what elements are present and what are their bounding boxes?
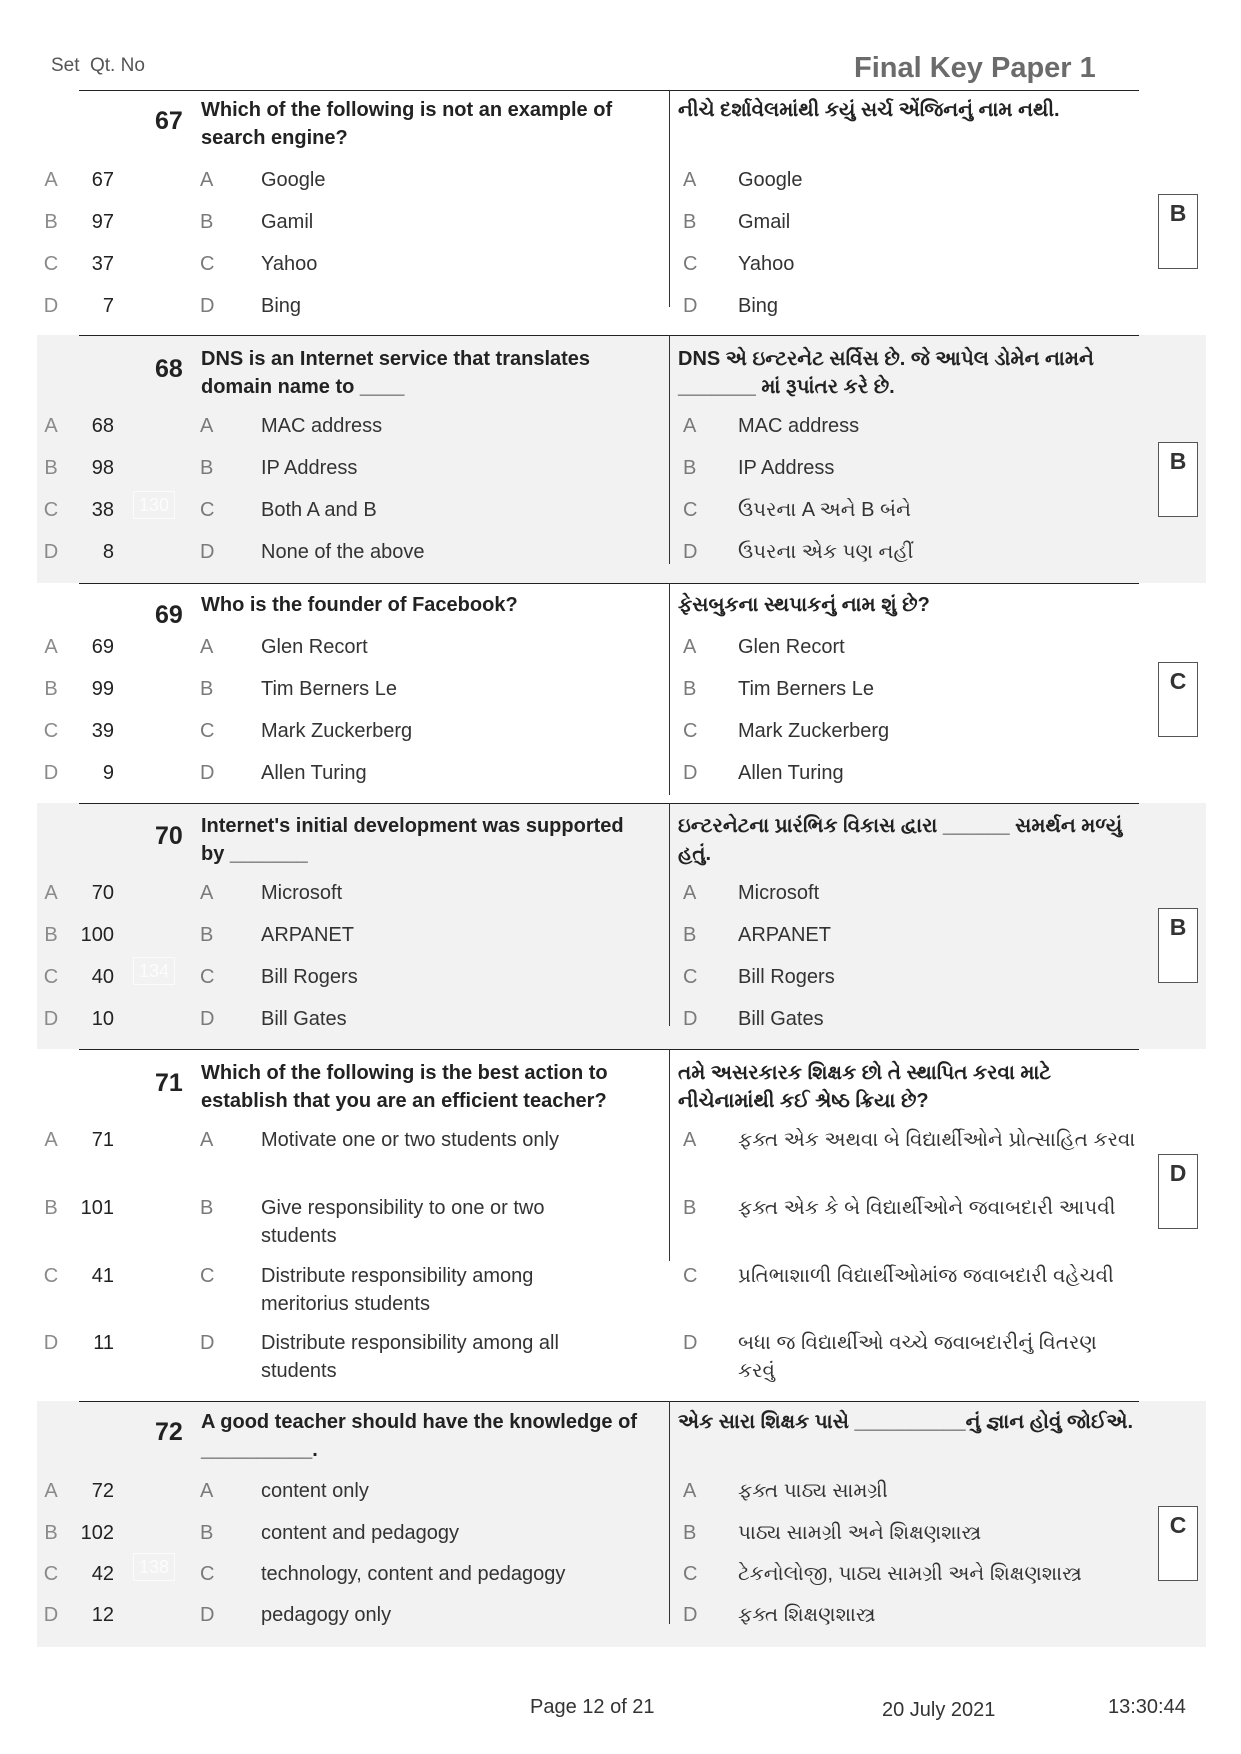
option-letter-gu: C — [683, 253, 698, 275]
set-question-number: 67 — [91, 169, 114, 191]
set-question-number: 37 — [91, 253, 114, 275]
set-question-number: 8 — [102, 541, 114, 563]
set-question-number: 72 — [91, 1480, 114, 1502]
option-letter-gu: B — [683, 457, 697, 479]
option-text-en: Yahoo — [261, 253, 318, 275]
set-letter: C — [43, 253, 59, 275]
option-text-en: Bill Rogers — [261, 966, 358, 988]
option-letter-gu: A — [683, 415, 697, 437]
column-divider — [669, 335, 670, 564]
set-letter: A — [44, 169, 58, 191]
set-letter: B — [44, 924, 58, 946]
option-row — [0, 208, 1241, 236]
option-row — [0, 538, 1241, 566]
set-question-number: 68 — [91, 415, 114, 437]
option-text-gu: ઉપરના એક પણ નહીં — [738, 541, 914, 563]
block-top-rule — [79, 803, 1139, 804]
question-text-en: Who is the founder of Facebook? — [201, 594, 518, 616]
set-question-number: 9 — [102, 762, 114, 784]
option-text-en: Bing — [261, 295, 302, 317]
option-letter-en: C — [200, 1265, 215, 1287]
option-text-en: None of the above — [261, 541, 425, 563]
option-text-gu: Yahoo — [738, 253, 795, 275]
question-block — [0, 803, 1241, 1049]
option-text-en: pedagogy only — [261, 1604, 392, 1626]
set-question-number: 39 — [91, 720, 114, 742]
column-divider — [669, 1049, 670, 1261]
question-text-gu: એક સારા શિક્ષક પાસે __________નું જ્ઞાન હોવું જોઈએ. — [678, 1411, 1134, 1433]
option-text-gu: Glen Recort — [738, 636, 845, 658]
set-question-number: 69 — [91, 636, 114, 658]
set-question-number: 42 — [91, 1563, 114, 1585]
set-letter: D — [43, 541, 59, 563]
answer-key-box: C — [1158, 662, 1198, 737]
option-row — [0, 412, 1241, 440]
set-question-number: 38 — [91, 499, 114, 521]
set-question-number: 10 — [91, 1008, 114, 1030]
option-row — [0, 496, 1241, 524]
option-letter-gu: D — [683, 295, 698, 317]
option-text-en: Distribute responsibility among all students — [261, 1332, 559, 1382]
question-block — [0, 583, 1241, 803]
set-letter: B — [44, 457, 58, 479]
answer-key-box: B — [1158, 194, 1198, 269]
set-question-number: 97 — [91, 211, 114, 233]
question-text-en: Which of the following is not an example of search engine? — [201, 99, 613, 149]
set-question-number: 102 — [80, 1522, 114, 1544]
option-row — [0, 166, 1241, 194]
option-row — [0, 1329, 1241, 1382]
set-letter: D — [43, 1008, 59, 1030]
option-letter-gu: D — [683, 541, 698, 563]
set-question-number: 40 — [91, 966, 114, 988]
option-text-en: ARPANET — [261, 924, 354, 946]
option-letter-en: B — [200, 211, 214, 233]
question-text-gu: તમે અસરકારક શિક્ષક છો તે સ્થાપિત કરવા માટે નીચેનામાંથી કઈ શ્રેષ્ઠ ક્રિયા છે? — [678, 1062, 1052, 1112]
option-text-gu: Bing — [738, 295, 779, 317]
set-question-number: 100 — [80, 924, 114, 946]
faint-serial-marker: 138 — [133, 1553, 175, 1581]
set-question-number: 7 — [102, 295, 114, 317]
option-letter-en: D — [200, 541, 215, 563]
option-letter-en: C — [200, 253, 215, 275]
option-text-gu: Microsoft — [738, 882, 820, 904]
option-letter-gu: B — [683, 1522, 697, 1544]
option-text-gu: ARPANET — [738, 924, 831, 946]
option-text-en: Gamil — [261, 211, 314, 233]
set-question-number: 99 — [91, 678, 114, 700]
option-text-gu: ફક્ત એક કે બે વિદ્યાર્થીઓને જવાબદારી આપવી — [738, 1197, 1116, 1219]
option-row — [0, 1601, 1241, 1629]
option-letter-gu: B — [683, 678, 697, 700]
option-text-gu: Allen Turing — [738, 762, 844, 784]
option-letter-en: C — [200, 499, 215, 521]
option-text-en: Allen Turing — [261, 762, 367, 784]
option-row — [0, 1560, 1241, 1588]
option-letter-gu: C — [683, 499, 698, 521]
question-block — [0, 90, 1241, 335]
question-number-column-label: Qt. No — [90, 55, 145, 76]
question-number: 68 — [155, 355, 183, 383]
option-letter-en: A — [200, 169, 214, 191]
option-text-en: MAC address — [261, 415, 383, 437]
option-text-gu: IP Address — [738, 457, 835, 479]
question-number: 70 — [155, 822, 183, 850]
option-letter-en: B — [200, 678, 214, 700]
set-question-number: 101 — [80, 1197, 114, 1219]
option-text-en: Distribute responsibility among meritorius students — [261, 1265, 534, 1315]
option-letter-en: A — [200, 636, 214, 658]
option-letter-en: D — [200, 1008, 215, 1030]
set-letter: D — [43, 1604, 59, 1626]
option-letter-gu: D — [683, 1332, 698, 1354]
option-letter-en: B — [200, 1197, 214, 1219]
question-text-en: A good teacher should have the knowledge of __________. — [201, 1411, 637, 1461]
set-letter: B — [44, 211, 58, 233]
option-text-en: Both A and B — [261, 499, 377, 521]
block-top-rule — [79, 1049, 1139, 1050]
set-question-number: 12 — [91, 1604, 114, 1626]
question-number: 69 — [155, 601, 183, 629]
question-block — [0, 1401, 1241, 1647]
answer-key-box: C — [1158, 1506, 1198, 1581]
set-letter: D — [43, 762, 59, 784]
set-question-number: 41 — [91, 1265, 114, 1287]
option-row — [0, 292, 1241, 320]
print-time: 13:30:44 — [1108, 1696, 1186, 1718]
option-letter-en: B — [200, 1522, 214, 1544]
option-text-gu: Mark Zuckerberg — [738, 720, 890, 742]
block-top-rule — [79, 90, 1139, 91]
option-letter-gu: A — [683, 1129, 697, 1151]
option-row — [0, 963, 1241, 991]
option-letter-en: C — [200, 1563, 215, 1585]
option-letter-en: D — [200, 762, 215, 784]
option-row — [0, 1005, 1241, 1033]
option-row — [0, 717, 1241, 745]
option-text-gu: ફક્ત પાઠ્ય સામગ્રી — [738, 1480, 888, 1502]
column-divider — [669, 1401, 670, 1624]
option-text-gu: પ્રતિભાશાળી વિદ્યાર્થીઓમાંજ જવાબદારી વહેચવી — [738, 1265, 1114, 1287]
option-text-gu: Tim Berners Le — [738, 678, 874, 700]
set-letter: A — [44, 1129, 58, 1151]
option-text-gu: ફક્ત એક અથવા બે વિદ્યાર્થીઓને પ્રોત્સાહિત કરવા — [738, 1129, 1136, 1151]
option-letter-gu: D — [683, 1604, 698, 1626]
option-row — [0, 921, 1241, 949]
set-letter: A — [44, 636, 58, 658]
print-date: 20 July 2021 — [882, 1699, 996, 1721]
set-letter: A — [44, 415, 58, 437]
option-text-gu: Bill Rogers — [738, 966, 835, 988]
option-text-en: IP Address — [261, 457, 358, 479]
option-text-gu: Bill Gates — [738, 1008, 824, 1030]
option-text-gu: પાઠ્ય સામગ્રી અને શિક્ષણશાસ્ત્ર — [738, 1522, 982, 1544]
question-text-gu: ઇન્ટરનેટના પ્રારંભિક વિકાસ દ્વારા ______ સમર્થન મળ્યું હતું. — [678, 815, 1123, 865]
set-letter: C — [43, 499, 59, 521]
option-text-gu: ઉપરના A અને B બંને — [738, 499, 912, 521]
option-row — [0, 250, 1241, 278]
option-letter-gu: D — [683, 1008, 698, 1030]
option-letter-en: D — [200, 1604, 215, 1626]
option-row — [0, 759, 1241, 787]
option-row — [0, 1126, 1241, 1154]
answer-key-box: D — [1158, 1154, 1198, 1229]
option-text-gu: ટેકનોલોજી, પાઠ્ય સામગ્રી અને શિક્ષણશાસ્ત્ર — [738, 1563, 1082, 1585]
option-letter-en: A — [200, 415, 214, 437]
set-letter: D — [43, 295, 59, 317]
option-text-gu: Gmail — [738, 211, 791, 233]
option-letter-en: B — [200, 457, 214, 479]
option-row — [0, 454, 1241, 482]
option-letter-gu: B — [683, 924, 697, 946]
option-text-en: technology, content and pedagogy — [261, 1563, 566, 1585]
answer-key-box: B — [1158, 442, 1198, 517]
question-number: 71 — [155, 1069, 183, 1097]
question-block — [0, 335, 1241, 583]
option-text-en: content and pedagogy — [261, 1522, 459, 1544]
option-letter-gu: C — [683, 1265, 698, 1287]
question-block — [0, 1049, 1241, 1401]
option-row — [0, 675, 1241, 703]
option-text-en: Tim Berners Le — [261, 678, 397, 700]
option-letter-en: A — [200, 1129, 214, 1151]
set-letter: B — [44, 678, 58, 700]
option-letter-en: C — [200, 720, 215, 742]
option-letter-en: A — [200, 1480, 214, 1502]
question-number: 72 — [155, 1418, 183, 1446]
block-top-rule — [79, 1401, 1139, 1402]
option-letter-en: A — [200, 882, 214, 904]
question-text-en: DNS is an Internet service that translates domain name to ____ — [201, 348, 591, 398]
option-letter-gu: C — [683, 966, 698, 988]
option-letter-gu: B — [683, 1197, 697, 1219]
set-question-number: 70 — [91, 882, 114, 904]
set-letter: B — [44, 1197, 58, 1219]
option-text-en: Microsoft — [261, 882, 343, 904]
page-number: Page 12 of 21 — [530, 1696, 655, 1718]
option-text-gu: બધા જ વિદ્યાર્થીઓ વચ્ચે જવાબદારીનું વિતરણ કરવું — [738, 1332, 1097, 1382]
set-letter: A — [44, 1480, 58, 1502]
option-letter-en: D — [200, 1332, 215, 1354]
option-row — [0, 1194, 1241, 1247]
page-title: Final Key Paper 1 — [854, 52, 1096, 84]
question-number: 67 — [155, 107, 183, 135]
question-text-en: Internet's initial development was supported by _______ — [201, 815, 624, 865]
option-row — [0, 1262, 1241, 1315]
question-text-gu: નીચે દર્શાવેલમાંથી કયું સર્ચ એંજિનનું નામ નથી. — [678, 99, 1060, 121]
set-letter: A — [44, 882, 58, 904]
option-row — [0, 633, 1241, 661]
option-letter-gu: D — [683, 762, 698, 784]
option-letter-gu: A — [683, 169, 697, 191]
set-column-label: Set — [51, 55, 80, 76]
faint-serial-marker: 134 — [133, 957, 175, 985]
option-text-gu: MAC address — [738, 415, 860, 437]
question-text-en: Which of the following is the best action to establish that you are an efficient teacher? — [201, 1062, 608, 1112]
option-row — [0, 1477, 1241, 1505]
option-letter-en: D — [200, 295, 215, 317]
option-letter-gu: B — [683, 211, 697, 233]
option-text-gu: ફક્ત શિક્ષણશાસ્ત્ર — [738, 1604, 876, 1626]
option-letter-gu: A — [683, 1480, 697, 1502]
option-text-en: Glen Recort — [261, 636, 368, 658]
option-row — [0, 1519, 1241, 1547]
set-letter: C — [43, 1563, 59, 1585]
option-text-en: Bill Gates — [261, 1008, 347, 1030]
set-letter: B — [44, 1522, 58, 1544]
option-text-en: Motivate one or two students only — [261, 1129, 559, 1151]
option-text-en: Google — [261, 169, 326, 191]
set-letter: D — [43, 1332, 59, 1354]
faint-serial-marker: 130 — [133, 491, 175, 519]
set-letter: C — [43, 720, 59, 742]
block-top-rule — [79, 583, 1139, 584]
question-text-gu: DNS એ ઇન્ટરનેટ સર્વિસ છે. જે આપેલ ડોમેન નામને _______ માં રૂપાંતર કરે છે. — [678, 348, 1094, 398]
option-letter-en: B — [200, 924, 214, 946]
set-question-number: 71 — [91, 1129, 114, 1151]
set-question-number: 98 — [91, 457, 114, 479]
option-letter-gu: C — [683, 720, 698, 742]
set-letter: C — [43, 1265, 59, 1287]
option-text-en: Mark Zuckerberg — [261, 720, 413, 742]
column-divider — [669, 803, 670, 1026]
block-top-rule — [79, 335, 1139, 336]
question-text-gu: ફેસબુકના સ્થપાકનું નામ શું છે? — [678, 594, 930, 616]
option-text-gu: Google — [738, 169, 803, 191]
option-row — [0, 879, 1241, 907]
set-question-number: 11 — [93, 1332, 114, 1354]
option-letter-en: C — [200, 966, 215, 988]
option-letter-gu: A — [683, 636, 697, 658]
option-text-en: Give responsibility to one or two students — [261, 1197, 545, 1247]
option-letter-gu: C — [683, 1563, 698, 1585]
option-letter-gu: A — [683, 882, 697, 904]
option-text-en: content only — [261, 1480, 369, 1502]
answer-key-box: B — [1158, 908, 1198, 983]
set-letter: C — [43, 966, 59, 988]
